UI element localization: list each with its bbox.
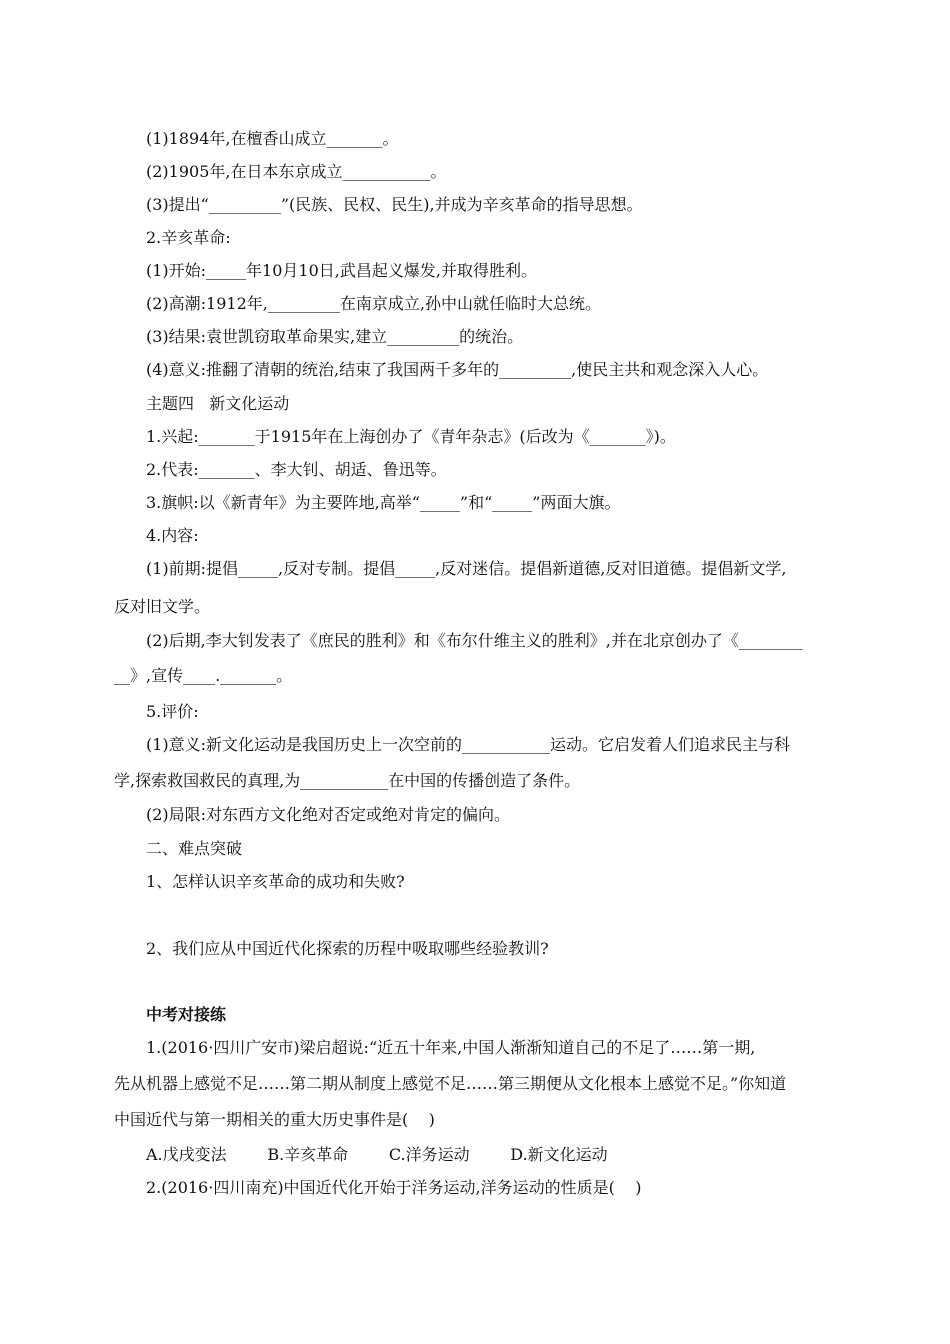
- answer-options: A.戊戌变法 B.辛亥革命 C.洋务运动 D.新文化运动: [146, 1145, 608, 1164]
- text-line: (3)结果:袁世凯窃取革命果实,建立_________的统治。: [146, 327, 524, 346]
- text-line: (3)提出“_________”(民族、民权、民生),并成为辛亥革命的指导思想。: [146, 195, 643, 214]
- section-heading: 主题四 新文化运动: [146, 394, 290, 413]
- text-line: (2)局限:对东西方文化绝对否定或绝对肯定的偏向。: [146, 805, 511, 824]
- section-heading: 中考对接练: [146, 1005, 227, 1024]
- text-line: (1)开始:_____年10月10日,武昌起义爆发,并取得胜利。: [146, 261, 537, 280]
- text-line: 中国近代与第一期相关的重大历史事件是( ): [114, 1110, 435, 1129]
- text-line: (2)高潮:1912年,_________在南京成立,孙中山就任临时大总统。: [146, 294, 601, 313]
- text-line: 学,探索救国救民的真理,为___________在中国的传播创造了条件。: [114, 771, 581, 790]
- text-line: (1)前期:提倡_____,反对专制。提倡_____,反对迷信。提倡新道德,反对旧道德。提倡新文学,: [146, 559, 787, 578]
- text-line: 3.旗帜:以《新青年》为主要阵地,高举“_____”和“_____”两面大旗。: [146, 493, 621, 512]
- text-line: (2)后期,李大钊发表了《庶民的胜利》和《布尔什维主义的胜利》,并在北京创办了《________: [146, 631, 803, 650]
- text-line: 反对旧文学。: [114, 597, 211, 616]
- question-line: 1、怎样认识辛亥革命的成功和失败?: [146, 872, 405, 891]
- text-line: 2.辛亥革命:: [146, 228, 231, 247]
- text-line: __》,宣传____._______。: [114, 666, 293, 685]
- text-line: 先从机器上感觉不足……第二期从制度上感觉不足……第三期便从文化根本上感觉不足。”你知道: [114, 1074, 787, 1093]
- text-line: (1)意义:新文化运动是我国历史上一次空前的___________运动。它启发着人们追求民主与科: [146, 735, 791, 754]
- question-line: 2、我们应从中国近代化探索的历程中吸取哪些经验教训?: [146, 939, 549, 958]
- text-line: 5.评价:: [146, 702, 199, 721]
- section-heading: 二、难点突破: [146, 839, 243, 858]
- text-line: 4.内容:: [146, 526, 199, 545]
- text-line: (1)1894年,在檀香山成立_______。: [146, 129, 399, 148]
- question-line: 2.(2016·四川南充)中国近代化开始于洋务运动,洋务运动的性质是( ): [146, 1178, 642, 1197]
- question-line: 1.(2016·四川广安市)梁启超说:“近五十年来,中国人渐渐知道自己的不足了……第一期,: [146, 1038, 756, 1057]
- text-line: 1.兴起:_______于1915年在上海创办了《青年杂志》(后改为《_______》)。: [146, 427, 676, 446]
- text-line: (2)1905年,在日本东京成立___________。: [146, 162, 447, 181]
- text-line: (4)意义:推翻了清朝的统治,结束了我国两千多年的_________,使民主共和观念深入人心。: [146, 360, 769, 379]
- text-line: 2.代表:_______、李大钊、胡适、鲁迅等。: [146, 460, 447, 479]
